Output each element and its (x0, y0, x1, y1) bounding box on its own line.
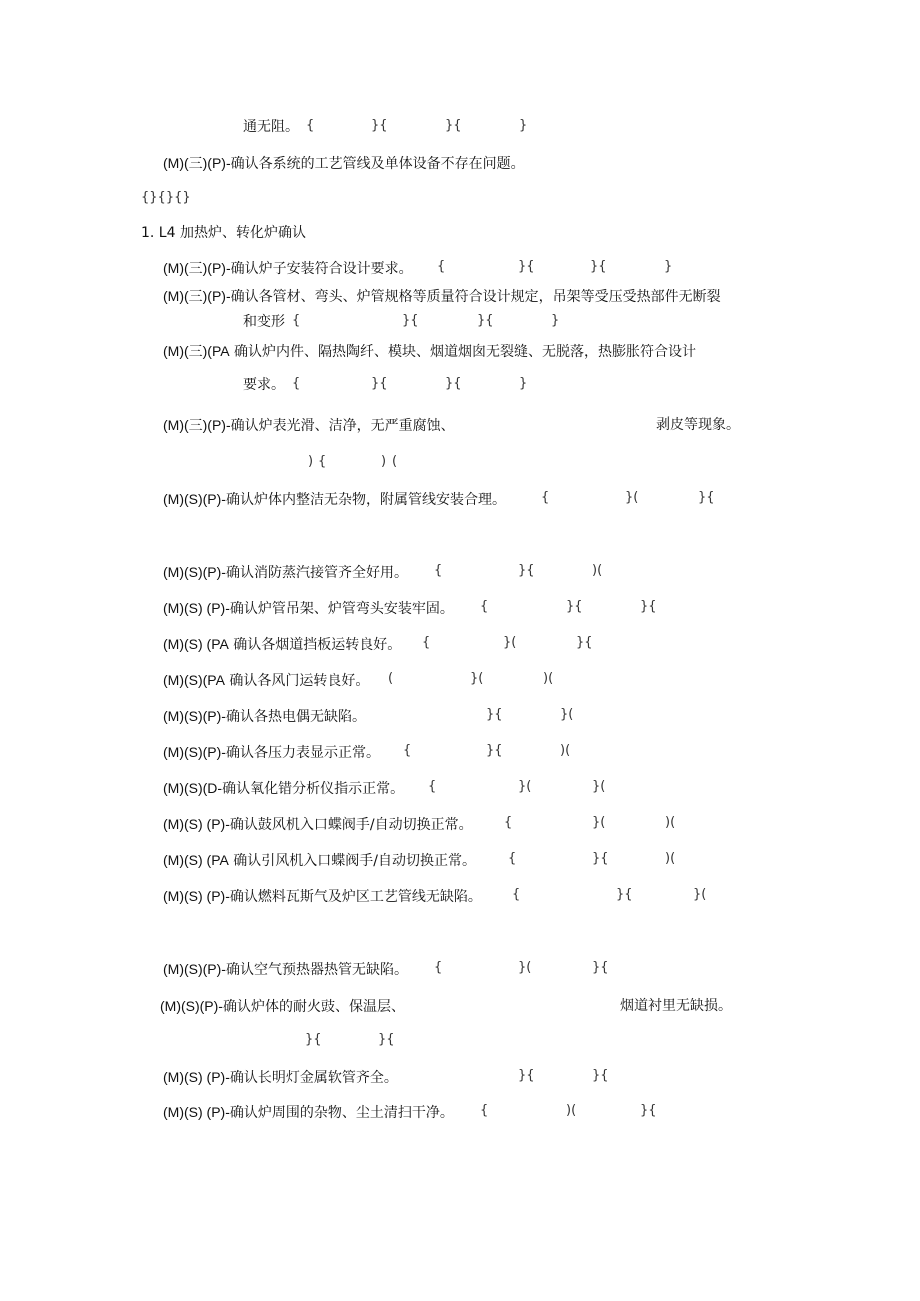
item-code: (M)(三)(PA (163, 343, 230, 359)
checklist-item (163, 154, 525, 173)
item-text: 确认炉体的耐火豉、保温层、 (222, 999, 405, 1015)
check-bracket: }( (592, 815, 606, 830)
checklist-item (163, 671, 369, 690)
item-text: 确认各烟道挡板运转良好。 (228, 637, 402, 653)
check-bracket: }{ (378, 1032, 395, 1047)
checklist-item (163, 563, 408, 582)
check-bracket: { (541, 490, 550, 505)
checklist-item (163, 490, 506, 509)
item-text-tail: 烟道衬里无缺损。 (620, 998, 732, 1014)
checklist-item (163, 1103, 454, 1122)
check-bracket: { (306, 118, 315, 133)
check-bracket: }{ (592, 1068, 609, 1083)
checklist-item (163, 287, 721, 306)
item-code: (M)(S)(P)- (163, 564, 226, 580)
item-text: 确认各管材、弯头、炉管规格等质量符合设计规定，吊架等受压受热部件无断裂 (230, 289, 721, 305)
item-text: 确认长明灯金属软管齐全。 (229, 1070, 398, 1086)
check-bracket: }( (592, 779, 606, 794)
check-bracket: }( (693, 887, 707, 902)
item-text: 确认炉内件、隔热陶纤、模块、烟道烟囱无裂缝、无脱落，热膨胀符合设计 (229, 344, 697, 360)
checklist-item (163, 635, 401, 654)
check-bracket: { (403, 743, 412, 758)
check-bracket: } (519, 376, 528, 391)
check-bracket: }{ (371, 376, 388, 391)
check-bracket: )( (543, 671, 554, 686)
check-bracket: { (292, 313, 301, 328)
item-code: (M)(S) (P)- (163, 1104, 230, 1120)
checklist-item (163, 743, 380, 762)
item-code: (M)(三)(P)- (163, 260, 231, 276)
check-bracket: ) (381, 454, 387, 469)
check-bracket: }{ (518, 1068, 535, 1083)
check-bracket: }{ (402, 313, 419, 328)
check-bracket: )( (560, 743, 571, 758)
check-bracket: }{ (566, 599, 583, 614)
check-bracket: }{ (640, 1103, 657, 1118)
check-bracket: }( (518, 779, 532, 794)
item-text-tail: 剥皮等现象。 (656, 417, 740, 433)
item-code: (M)(S)(P)- (160, 998, 223, 1014)
item-text: 确认炉表光滑、洁净，无严重腐蚀、 (230, 418, 455, 434)
check-bracket: ( (392, 454, 398, 469)
check-bracket: }{ (592, 851, 609, 866)
checklist-item (163, 815, 473, 834)
check-bracket: }( (625, 490, 639, 505)
check-bracket: } (664, 259, 673, 274)
check-bracket: { (434, 960, 443, 975)
checklist-item (160, 997, 405, 1016)
check-bracket: { (480, 599, 489, 614)
checklist-item (163, 416, 455, 435)
item-text: 确认炉管吊架、炉管弯头安装牢固。 (229, 601, 454, 617)
item-text: 确认引风机入口蝶阀手/自动切换正常。 (228, 853, 477, 869)
check-bracket: )( (566, 1103, 577, 1118)
item-code: (M)(S) (P)- (163, 888, 230, 904)
check-bracket: )( (665, 851, 676, 866)
check-bracket: { (428, 779, 437, 794)
item-code: (M)(S)(D- (163, 780, 223, 796)
check-bracket: }{ (371, 118, 388, 133)
check-bracket: { (434, 563, 443, 578)
item-text: 确认各风门运转良好。 (224, 673, 370, 689)
item-text: 确认各系统的工艺管线及单体设备不存在问题。 (230, 156, 525, 172)
check-bracket: }{ (445, 118, 462, 133)
checklist-item (163, 887, 482, 906)
check-bracket: { (292, 376, 301, 391)
check-bracket: { (422, 635, 431, 650)
check-bracket: }{ (445, 376, 462, 391)
checklist-item (163, 851, 476, 870)
item-text: 确认炉周围的杂物、尘土清扫干净。 (229, 1105, 454, 1121)
item-continuation-text: 通无阻。 (243, 119, 299, 135)
bracket-row: {}{}{} (141, 190, 191, 205)
check-bracket: }{ (486, 743, 503, 758)
check-bracket: }{ (518, 259, 535, 274)
check-bracket: ( (388, 671, 394, 686)
check-bracket: { (318, 454, 327, 469)
checklist-item (163, 779, 404, 798)
item-code: (M)(S)(P)- (163, 961, 226, 977)
item-continuation-text: 要求。 (243, 377, 285, 393)
check-bracket: } (551, 313, 560, 328)
check-bracket: }( (470, 671, 484, 686)
check-bracket: } (519, 118, 528, 133)
checklist-item (163, 707, 366, 726)
item-code: (M)(S)(P)- (163, 491, 226, 507)
item-text: 确认炉子安装符合设计要求。 (230, 261, 413, 277)
check-bracket: { (437, 259, 446, 274)
check-bracket: )( (665, 815, 676, 830)
item-text: 确认各压力表显示正常。 (225, 745, 380, 761)
item-code: (M)(S) (PA (163, 852, 229, 868)
item-code: (M)(三)(P)- (163, 288, 231, 304)
check-bracket: }{ (518, 563, 535, 578)
item-continuation-text: 和变形 (243, 314, 285, 330)
section-heading: 1. L4 加热炉、转化炉确认 (141, 225, 306, 241)
check-bracket: }( (560, 707, 574, 722)
item-text: 确认鼓风机入口蝶阀手/自动切换正常。 (229, 817, 473, 833)
check-bracket: { (480, 1103, 489, 1118)
check-bracket: }( (518, 960, 532, 975)
check-bracket: { (508, 851, 517, 866)
checklist-item (163, 960, 408, 979)
item-text: 确认炉体内整洁无杂物，附属管线安装合理。 (225, 492, 506, 508)
item-code: (M)(S) (P)- (163, 600, 230, 616)
item-text: 确认消防蒸汽接管齐全好用。 (225, 565, 408, 581)
check-bracket: }( (503, 635, 517, 650)
check-bracket: }{ (640, 599, 657, 614)
item-text: 确认氧化错分析仪指示正常。 (222, 781, 405, 797)
check-bracket: }{ (305, 1032, 322, 1047)
item-code: (M)(S)(P)- (163, 708, 226, 724)
item-code: (M)(S)(P)- (163, 744, 226, 760)
item-code: (M)(S) (P)- (163, 816, 230, 832)
check-bracket: { (504, 815, 513, 830)
check-bracket: }{ (486, 707, 503, 722)
item-code: (M)(S) (PA (163, 636, 229, 652)
check-bracket: }{ (477, 313, 494, 328)
check-bracket: }{ (616, 887, 633, 902)
checklist-item (163, 342, 696, 361)
check-bracket: }{ (590, 259, 607, 274)
item-text: 确认燃料瓦斯气及炉区工艺管线无缺陷。 (229, 889, 482, 905)
item-text: 确认空气预热器热管无缺陷。 (225, 962, 408, 978)
item-code: (M)(三)(P)- (163, 417, 231, 433)
checklist-item (163, 599, 454, 618)
item-code: (M)(三)(P)- (163, 155, 231, 171)
check-bracket: }{ (698, 490, 715, 505)
item-code: (M)(S) (P)- (163, 1069, 230, 1085)
check-bracket: ) (308, 454, 314, 469)
item-code: (M)(S)(PA (163, 672, 225, 688)
check-bracket: )( (592, 563, 603, 578)
checklist-item (163, 259, 413, 278)
check-bracket: }{ (576, 635, 593, 650)
checklist-item (163, 1068, 398, 1087)
item-text: 确认各热电偶无缺陷。 (225, 709, 366, 725)
check-bracket: }{ (592, 960, 609, 975)
check-bracket: { (512, 887, 521, 902)
